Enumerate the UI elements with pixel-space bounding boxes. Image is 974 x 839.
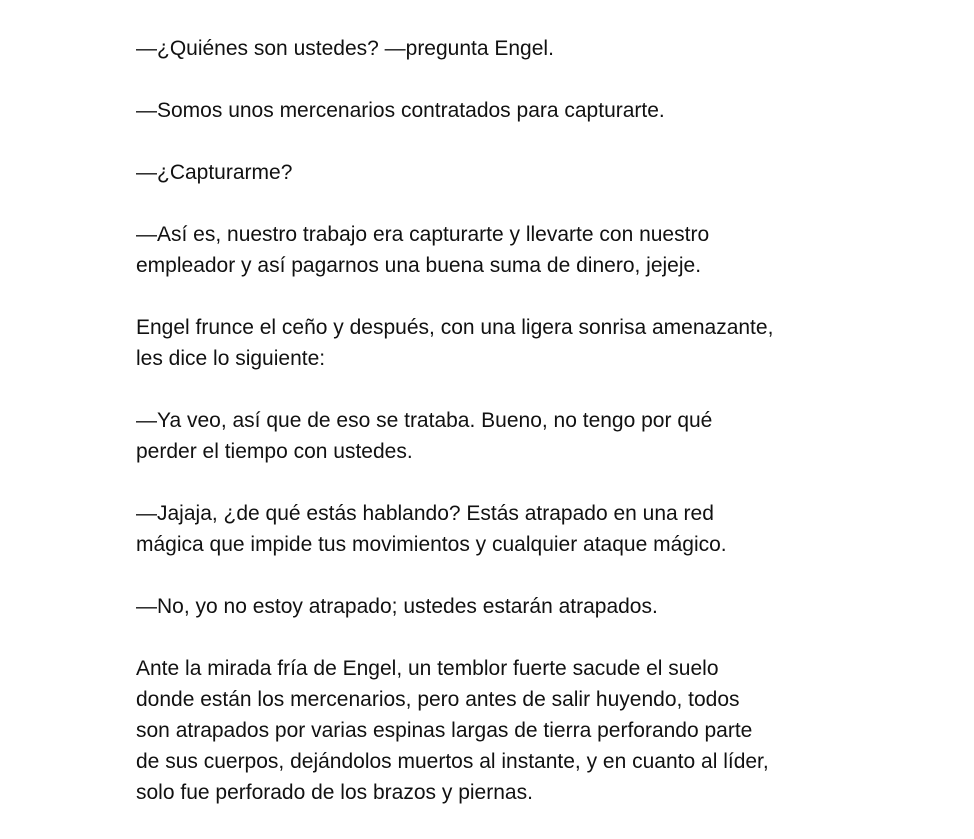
dialogue-paragraph	[136, 95, 856, 126]
text-line: —¿Capturarme?	[136, 161, 293, 184]
text-line: —¿Quiénes son ustedes? —pregunta Engel.	[136, 37, 554, 60]
text-line: —Somos unos mercenarios contratados para capturarte.	[136, 99, 665, 122]
text-line: donde están los mercenarios, pero antes de salir huyendo, todos	[136, 688, 740, 711]
text-line: —Ya veo, así que de eso se trataba. Bueno, no tengo por qué	[136, 409, 713, 432]
text-line: —Así es, nuestro trabajo era capturarte y llevarte con nuestro	[136, 223, 710, 246]
narration-paragraph	[136, 653, 856, 808]
text-line: son atrapados por varias espinas largas de tierra perforando parte	[136, 719, 753, 742]
text-line: empleador y así pagarnos una buena suma de dinero, jejeje.	[136, 254, 702, 277]
text-line: les dice lo siguiente:	[136, 347, 326, 370]
dialogue-paragraph	[136, 498, 856, 560]
text-line: Ante la mirada fría de Engel, un temblor fuerte sacude el suelo	[136, 657, 719, 680]
text-line: —Jajaja, ¿de qué estás hablando? Estás atrapado en una red	[136, 502, 714, 525]
document-body	[136, 33, 856, 839]
narration-paragraph	[136, 312, 856, 374]
text-line: Engel frunce el ceño y después, con una ligera sonrisa amenazante,	[136, 316, 774, 339]
dialogue-paragraph	[136, 157, 856, 188]
text-line: solo fue perforado de los brazos y piernas.	[136, 781, 533, 804]
dialogue-paragraph	[136, 33, 856, 64]
text-line: de sus cuerpos, dejándolos muertos al instante, y en cuanto al líder,	[136, 750, 769, 773]
dialogue-paragraph	[136, 219, 856, 281]
dialogue-paragraph	[136, 405, 856, 467]
text-line: perder el tiempo con ustedes.	[136, 440, 413, 463]
dialogue-paragraph	[136, 591, 856, 622]
text-line: mágica que impide tus movimientos y cualquier ataque mágico.	[136, 533, 727, 556]
text-line: —No, yo no estoy atrapado; ustedes estarán atrapados.	[136, 595, 658, 618]
